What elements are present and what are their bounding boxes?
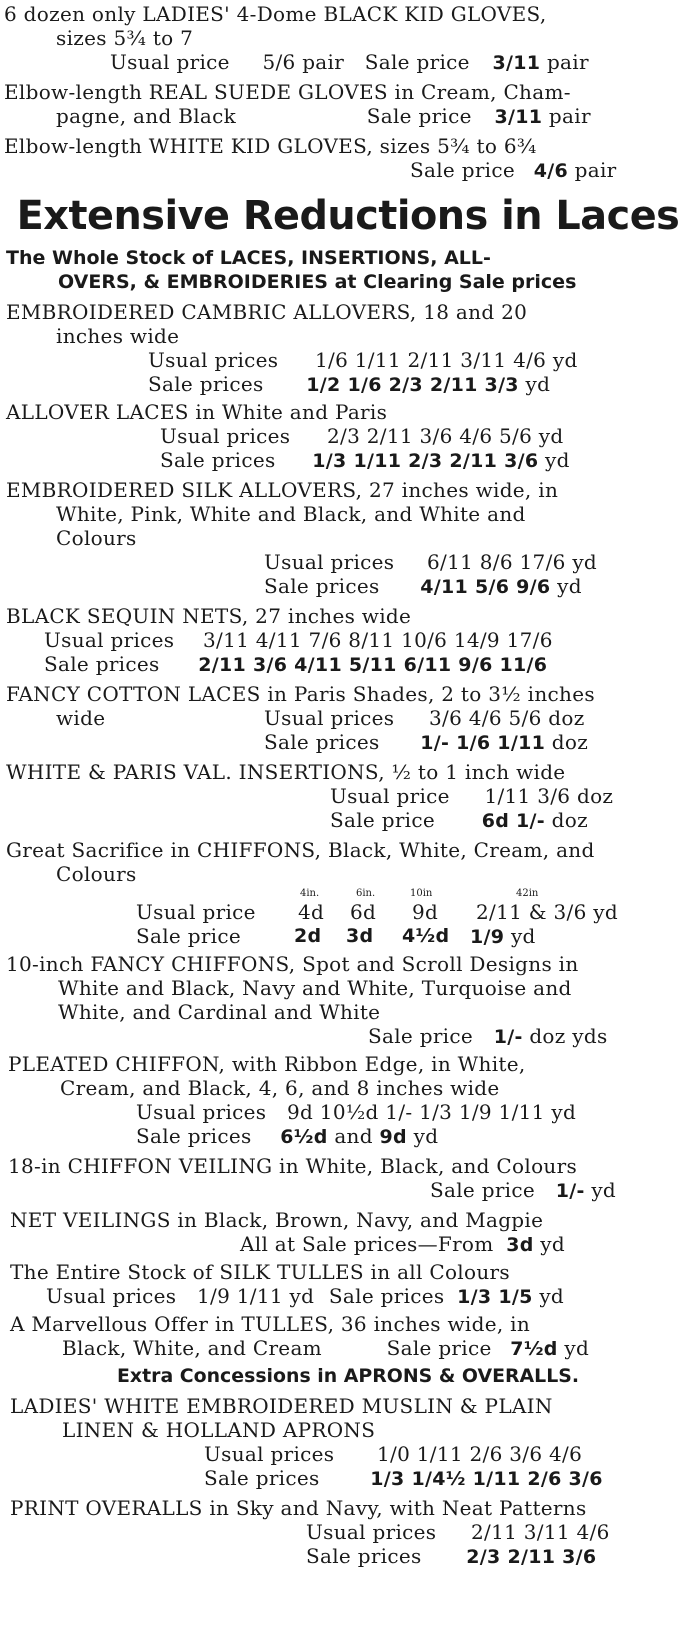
- price-label: Sale prices: [264, 730, 380, 754]
- sale-price: 4½d: [402, 925, 450, 947]
- sale-prices: 6d 1/-: [481, 810, 545, 832]
- sale-price: 6½d: [280, 1126, 328, 1148]
- price-label: Sale price: [430, 1178, 536, 1202]
- price-label: Sale price: [136, 924, 242, 948]
- price-label: Sale prices: [160, 448, 276, 472]
- sale-price: 3/11: [494, 106, 543, 128]
- sale-price: 9d: [379, 1126, 407, 1148]
- price-line: [430, 1178, 616, 1203]
- sale-prices: 1/- 1/6 1/11: [420, 732, 546, 754]
- price-label: Usual prices: [46, 1284, 177, 1308]
- text-line: White, Pink, White and Black, and White and: [56, 502, 526, 526]
- unit: doz yds: [529, 1024, 608, 1048]
- text-line: BLACK SEQUIN NETS, 27 inches wide: [6, 604, 412, 628]
- main-heading: Extensive Reductions in Laces: [16, 193, 680, 239]
- price-label: Sale price: [330, 808, 436, 832]
- text-line: ALLOVER LACES in White and Paris: [6, 400, 388, 424]
- price-line: [160, 424, 563, 448]
- sale-prices: 1/3 1/4½ 1/11 2/6 3/6: [370, 1468, 603, 1490]
- unit: doz: [576, 784, 614, 808]
- text-line: 18-in CHIFFON VEILING in White, Black, and Colours: [8, 1154, 578, 1178]
- text-line: Colours: [56, 526, 137, 550]
- usual-prices: 1/11 3/6: [484, 784, 571, 808]
- text-line: EMBROIDERED CAMBRIC ALLOVERS, 18 and 20: [6, 300, 528, 324]
- unit: yd: [525, 372, 551, 396]
- price-label: Usual prices: [148, 348, 279, 372]
- unit: yd: [557, 574, 582, 598]
- price-line: [46, 1284, 564, 1309]
- usual-prices: 9d 10½d 1/- 1/3 1/9 1/11: [287, 1100, 545, 1124]
- price-line: [44, 652, 547, 677]
- price-line: [306, 1544, 596, 1569]
- unit: yd: [572, 550, 598, 574]
- text-line: wide: [56, 706, 106, 730]
- price-line: [136, 1100, 576, 1124]
- unit: yd: [540, 1232, 565, 1256]
- text-line: WHITE & PARIS VAL. INSERTIONS, ½ to 1 inch wide: [6, 760, 566, 784]
- price-label: Usual prices: [44, 628, 175, 652]
- unit: yd: [591, 1178, 617, 1202]
- price-label: Usual prices: [264, 550, 395, 574]
- price-line: [410, 158, 617, 183]
- price-line: [240, 1232, 565, 1257]
- text: Black, White, and Cream: [62, 1336, 322, 1360]
- usual-price: 5/6 pair: [262, 50, 345, 74]
- usual-price: 2/11 & 3/6: [476, 900, 587, 924]
- price-line: [136, 900, 256, 924]
- width-label: 10in: [410, 888, 433, 899]
- sale-prices: 1/2 1/6 2/3 2/11 3/3: [306, 374, 519, 396]
- subheading-line: OVERS, & EMBROIDERIES at Clearing Sale prices: [58, 271, 577, 293]
- sale-price: 1/-: [555, 1180, 585, 1202]
- price-line: [306, 1520, 610, 1544]
- price-line: [264, 550, 597, 574]
- usual-prices: 6/11 8/6 17/6: [427, 550, 566, 574]
- price-line: [62, 1336, 589, 1361]
- text-line: Great Sacrifice in CHIFFONS, Black, White, Cream, and: [6, 838, 595, 862]
- sale-prices: 2/11 3/6 4/11 5/11 6/11 9/6 11/6: [198, 654, 548, 676]
- usual-prices: 2/3 2/11 3/6 4/6 5/6: [327, 424, 533, 448]
- price-label: Usual prices: [136, 1100, 267, 1124]
- price-label: Sale price: [410, 158, 516, 182]
- price-label: Sale prices: [136, 1124, 252, 1148]
- text-line: White, and Cardinal and White: [58, 1000, 381, 1024]
- unit: yd: [551, 1100, 577, 1124]
- price-line: [368, 1024, 608, 1049]
- unit: yd: [545, 448, 570, 472]
- sale-price: 3d: [506, 1234, 534, 1256]
- text-line: The Entire Stock of SILK TULLES in all Colours: [10, 1260, 510, 1284]
- price-label: Sale prices: [306, 1544, 422, 1568]
- text-line: 10-inch FANCY CHIFFONS, Spot and Scroll Designs in: [6, 952, 579, 976]
- price-label: Usual price: [110, 50, 230, 74]
- text-line: Elbow-length REAL SUEDE GLOVES in Cream, Cham-: [4, 80, 571, 104]
- price-line: [470, 924, 536, 949]
- sale-price: 2d: [294, 925, 322, 947]
- unit: pair: [548, 104, 591, 128]
- price-label: Usual prices: [264, 706, 395, 730]
- sale-price: 3d: [346, 925, 374, 947]
- price-label: Sale prices: [44, 652, 160, 676]
- usual-prices: 3/6 4/6 5/6: [429, 706, 542, 730]
- price-line: [136, 1124, 438, 1149]
- price-line: [204, 1442, 582, 1466]
- price-line: [264, 730, 588, 755]
- sale-price: 4/6: [533, 160, 568, 182]
- text-line: sizes 5¾ to 7: [56, 26, 194, 50]
- text: pagne, and Black: [56, 104, 237, 128]
- unit: yd: [552, 348, 578, 372]
- sale-prices: 1/3 1/5: [457, 1286, 533, 1308]
- text-line: inches wide: [56, 324, 180, 348]
- price-line: [44, 628, 553, 652]
- price-label: Usual price: [330, 784, 450, 808]
- text-line: EMBROIDERED SILK ALLOVERS, 27 inches wide, in: [6, 478, 559, 502]
- text: All at Sale prices—From: [240, 1232, 494, 1256]
- price-label: Sale prices: [204, 1466, 320, 1490]
- price-label: Sale prices: [328, 1284, 445, 1308]
- price-label: Sale price: [364, 50, 470, 74]
- price-line: [56, 104, 591, 129]
- text: and: [334, 1124, 373, 1148]
- price-label: Usual prices: [160, 424, 291, 448]
- price-label: Sale price: [368, 1024, 474, 1048]
- price-line: [330, 808, 588, 833]
- sale-price: 1/-: [493, 1026, 523, 1048]
- text-line: Elbow-length WHITE KID GLOVES, sizes 5¾ to 6¾: [4, 134, 537, 158]
- usual-price: 6d: [350, 900, 377, 924]
- usual-prices: 1/0 1/11 2/6 3/6 4/6: [377, 1442, 583, 1466]
- width-label: 42in: [516, 888, 539, 899]
- text-line: FANCY COTTON LACES in Paris Shades, 2 to 3½ inches: [6, 682, 595, 706]
- sale-prices: 2/3 2/11 3/6: [466, 1546, 597, 1568]
- price-label: Sale prices: [264, 574, 380, 598]
- unit: yd: [593, 900, 618, 924]
- price-label: Usual price: [136, 900, 256, 924]
- text-line: Colours: [56, 862, 137, 886]
- sale-price: 7½d: [510, 1338, 558, 1360]
- sale-price: 3/11: [492, 52, 541, 74]
- price-line: [148, 372, 550, 397]
- price-line: [330, 784, 613, 808]
- sale-price: 1/9: [470, 926, 505, 948]
- text-line: A Marvellous Offer in TULLES, 36 inches wide, in: [10, 1312, 531, 1336]
- unit: doz: [551, 808, 588, 832]
- price-label: Sale prices: [148, 372, 264, 396]
- text-line: PLEATED CHIFFON, with Ribbon Edge, in White,: [8, 1052, 526, 1076]
- text-line: PRINT OVERALLS in Sky and Navy, with Neat Patterns: [10, 1496, 587, 1520]
- price-line: [110, 50, 589, 75]
- price-line: [264, 706, 585, 730]
- unit: yd: [539, 1284, 565, 1308]
- usual-prices: 1/6 1/11 2/11 3/11 4/6: [315, 348, 547, 372]
- unit: yd: [510, 924, 536, 948]
- price-line: [204, 1466, 603, 1491]
- price-line: [476, 900, 618, 924]
- section-heading: Extra Concessions in APRONS & OVERALLS.: [117, 1365, 580, 1387]
- width-label: 4in.: [300, 888, 320, 899]
- price-label: Usual prices: [306, 1520, 437, 1544]
- text-line: LINEN & HOLLAND APRONS: [62, 1418, 376, 1442]
- price-line: [160, 448, 570, 473]
- usual-prices: 2/11 3/11 4/6: [471, 1520, 610, 1544]
- usual-price: 9d: [412, 900, 439, 924]
- text-line: White and Black, Navy and White, Turquoise and: [58, 976, 572, 1000]
- usual-price: 4d: [298, 900, 325, 924]
- price-label: Sale price: [386, 1336, 492, 1360]
- text-line: Cream, and Black, 4, 6, and 8 inches wide: [60, 1076, 500, 1100]
- usual-prices: 3/11 4/11 7/6 8/11 10/6 14/9 17/6: [203, 628, 553, 652]
- subheading-line: The Whole Stock of LACES, INSERTIONS, ALL-: [6, 247, 491, 269]
- unit: doz: [551, 730, 589, 754]
- sale-prices: 1/3 1/11 2/3 2/11 3/6: [312, 450, 539, 472]
- unit: doz: [548, 706, 585, 730]
- unit: yd: [538, 424, 564, 448]
- price-label: Sale price: [366, 104, 472, 128]
- text-line: NET VEILINGS in Black, Brown, Navy, and Magpie: [10, 1208, 544, 1232]
- unit: pair: [546, 50, 589, 74]
- price-line: [148, 348, 578, 372]
- usual-prices: 1/9 1/11 yd: [197, 1284, 315, 1308]
- unit: yd: [413, 1124, 439, 1148]
- sale-prices: 4/11 5/6 9/6: [420, 576, 551, 598]
- unit: yd: [564, 1336, 590, 1360]
- price-line: [264, 574, 582, 599]
- text-line: 6 dozen only LADIES' 4-Dome BLACK KID GLOVES,: [4, 2, 547, 26]
- price-label: Usual prices: [204, 1442, 335, 1466]
- unit: pair: [574, 158, 617, 182]
- width-label: 6in.: [356, 888, 376, 899]
- text-line: LADIES' WHITE EMBROIDERED MUSLIN & PLAIN: [10, 1394, 553, 1418]
